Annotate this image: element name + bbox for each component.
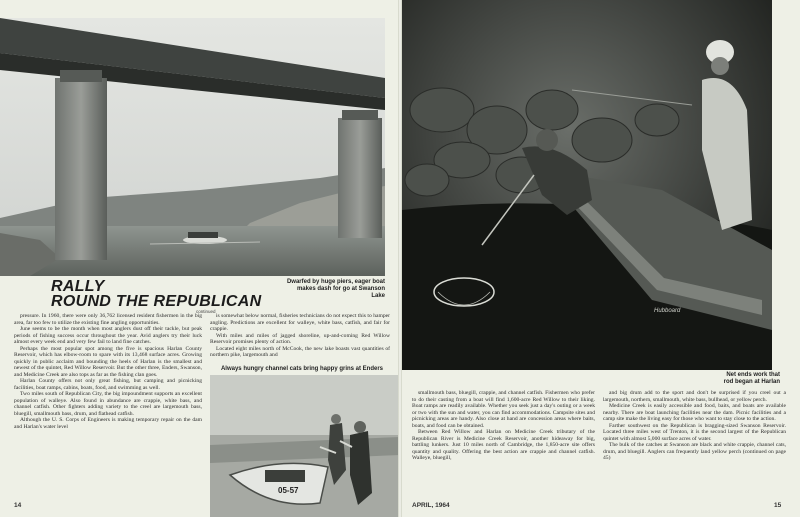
left-column-1 [14,313,202,430]
article-headline [51,279,261,309]
paragraph: pressure. In 1960, there were only 36,762 licensed resident fishermen in the big area, far too few to utilize the existing fine angling opportunities. [14,313,202,326]
paragraph: June seems to be the month when most anglers dust off their tackle, but peak periods of fishing success occur throughout the year. Avid anglers try their luck almost every week end and very few fail to land fine catches. [14,326,202,345]
issue-date: APRIL, 1964 [412,502,450,509]
paragraph: Farther southwest on the Republican is bragging-sized Swanson Reservoir. Located three miles west of Trenton, it is the second largest of the Republican quintet with almost 5,000 surface acres of water. [603,422,786,442]
paragraph: With miles and miles of jagged shoreline, up-and-coming Red Willow Reservoir promises plenty of action. [210,332,390,345]
left-page [0,0,398,517]
top-photo-caption: Dwarfed by huge piers, eager boat makes dash for go at Swanson Lake [286,279,385,299]
paragraph: and big drum add to the sport and don't be surprised if you creel out a largemouth, northern, smallmouth, white bass, bullhead, or yellow perch. [603,390,786,403]
paragraph: Between Red Willow and Harlan on Medicine Creek tributary of the Republican River is Medicine Creek Reservoir, another hideaway for big, battling lunkers. Just 10 miles north of Cambridge, the 1,850-acre site offers quantity and quality. Offering the best action are crappie and channel catfish. Walleye, bluegill, [412,429,595,461]
boat-number: 05-57 [278,486,299,495]
paragraph: Two miles south of Republican City, the big impoundment supports an excellent population of walleye. Also found in abundance are crappie, white bass, and channel catfish. Other fighters adding variety to the creel are largemouth bass, bluegill, smallmouth bass, drum, and flathead catfish. [14,391,202,417]
paragraph: Located eight miles north of McCook, the new lake boasts vast quantities of northern pike, largemouth and [210,345,390,358]
right-column-2 [603,390,786,462]
paragraph: smallmouth bass, bluegill, crappie, and channel catfish. Fishermen who prefer to do their casting from a boat will find 1,600-acre Red Willow to their liking. Boat ramps are readily available. Whether you seek just a day's outing or a week or two with the sun and water, you can find accommodations. Campsite sites and picnicking areas are handy. Also close at hand are concession areas where baits, boats, and food can be obtained. [412,390,595,429]
paragraph: Perhaps the most popular spot among the five is spacious Harlan County Reservoir, which has elbow-room to spare with its 13,468 surface acres. Growing quickly in public acclaim and bounding the heels of Harlan is the smallest and newest of the quintet, Red Willow Reservoir. But the other three, Enders, Swanson, and Medicine Creek are also tops as far as the fishing clan goes. [14,345,202,378]
bridge-piers-photo [0,18,385,276]
continued-label: continued [196,309,216,314]
page-number-left: 14 [14,502,22,509]
mid-photo-caption: Always hungry channel cats bring happy grins at Enders [220,366,384,372]
right-page [402,0,800,517]
channel-cat-boat-photo [210,375,400,517]
harlan-netting-photo [402,0,772,370]
boat-name: Hubboard [654,308,681,314]
headline-line-2: ROUND THE REPUBLICAN [51,293,262,310]
headline-line-1: RALLY [51,278,105,295]
paragraph: Harlan County offers not only great fishing, but camping and picnicking facilities, boat ramps, cabins, boats, food, and swimming as well. [14,378,202,391]
paragraph: Although the U. S. Corps of Engineers is making temporary repair on the dam and Harlan's water level [14,417,202,430]
paragraph: The bulk of the catches at Swanson are black and white crappie, channel cats, drum, and bluegill. Anglers can frequently land yellow perch (continued on page 45) [603,442,786,461]
right-column-1 [412,390,595,462]
paragraph: Medicine Creek is easily accessible and food, baits, and boats are available nearby. There are boat launching facilities near the dam. Picnic facilities and a camp site make the living easy for those who want to stay close to the action. [603,403,786,422]
page-number-right: 15 [774,502,782,509]
left-column-2 [210,313,390,359]
paragraph: is somewhat below normal, fisheries technicians do not expect this to hamper angling. Predictions are excellent for walleye, white bass, catfish, and fair for crappie. [210,313,390,332]
photo-caption-right: Net ends work that rod began at Harlan [723,372,780,385]
